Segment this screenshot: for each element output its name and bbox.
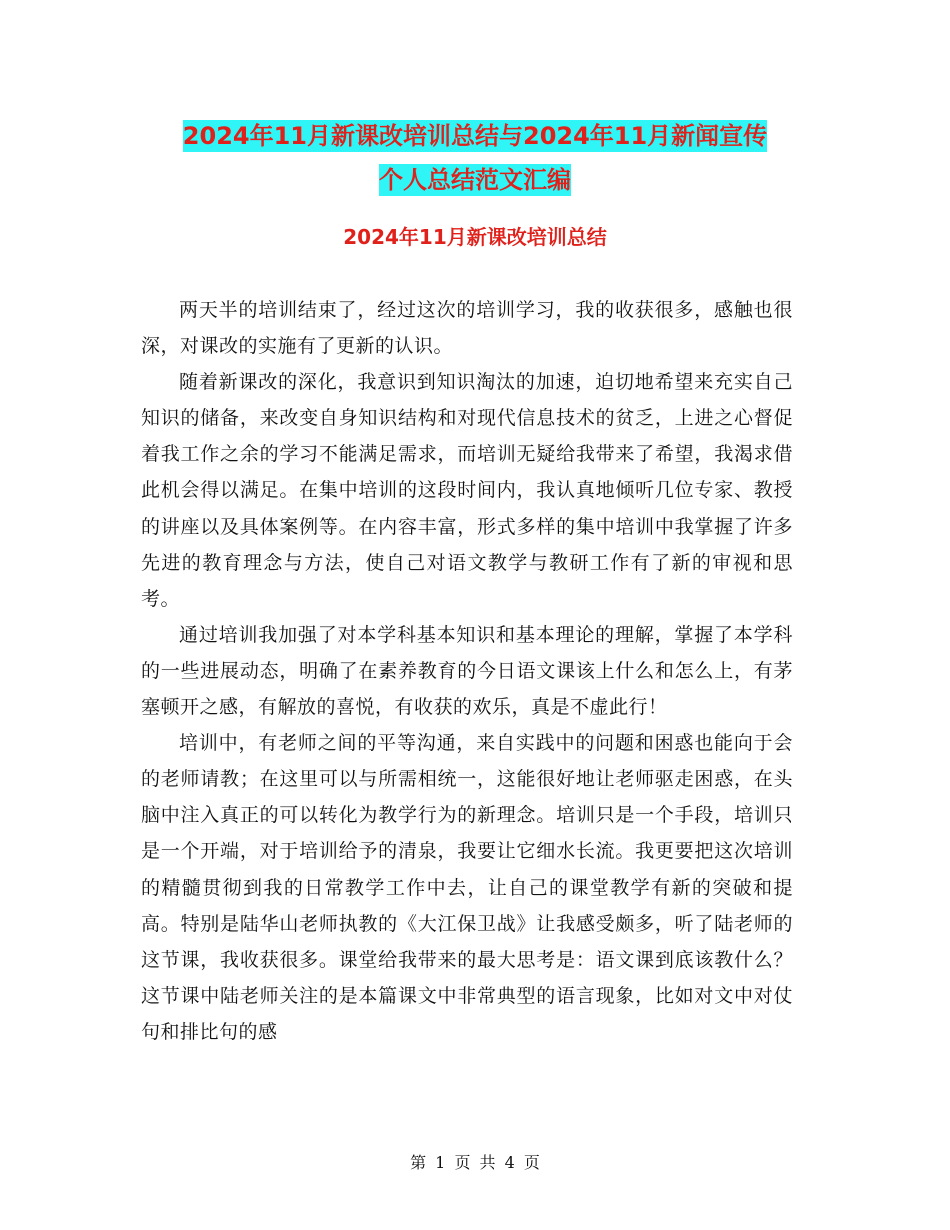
document-title-line-1: 2024年11月新课改培训总结与2024年11月新闻宣传: [182, 122, 768, 150]
paragraph-1: 两天半的培训结束了，经过这次的培训学习，我的收获很多，感触也很深，对课改的实施有了更新的认识。: [141, 299, 793, 358]
paragraph-3: 通过培训我加强了对本学科基本知识和基本理论的理解，掌握了本学科的一些进展动态，明确了在素养教育的今日语文课该上什么和怎么上，有茅塞顿开之感，有解放的喜悦，有收获的欢乐，真是不虚此行！: [141, 623, 793, 719]
document-title: [140, 114, 810, 202]
paragraph-4: 培训中，有老师之间的平等沟通，来自实践中的问题和困惑也能向于会的老师请教；在这里可以与所需相统一，这能很好地让老师驱走困惑，在头脑中注入真正的可以转化为教学行为的新理念。培训只是一个手段，培训只是一个开端，对于培训给予的清泉，我要让它细水长流。我更要把这次培训的精髓贯彻到我的日常教学工作中去，让自己的课堂教学有新的突破和提高。特别是陆华山老师执教的《大江保卫战》让我感受颇多，听了陆老师的这节课，我收获很多。课堂给我带来的最大思考是：语文课到底该教什么？这节课中陆老师关注的是本篇课文中非常典型的语言现象，比如对文中对仗句和排比句的感: [141, 732, 793, 1043]
document-title-line-2: 个人总结范文汇编: [379, 166, 571, 194]
paragraph-2: 随着新课改的深化，我意识到知识淘汰的加速，迫切地希望来充实自己知识的储备，来改变自身知识结构和对现代信息技术的贫乏，上进之心督促着我工作之余的学习不能满足需求，而培训无疑给我带来了希望，我渴求借此机会得以满足。在集中培训的这段时间内，我认真地倾听几位专家、教授的讲座以及具体案例等。在内容丰富，形式多样的集中培训中我掌握了许多先进的教育理念与方法，使自己对语文教学与教研工作有了新的审视和思考。: [141, 371, 793, 610]
section-title: 2024年11月新课改培训总结: [343, 225, 607, 249]
body-text: [141, 292, 793, 1050]
page-footer: 第 1 页 共 4 页: [410, 1153, 540, 1172]
